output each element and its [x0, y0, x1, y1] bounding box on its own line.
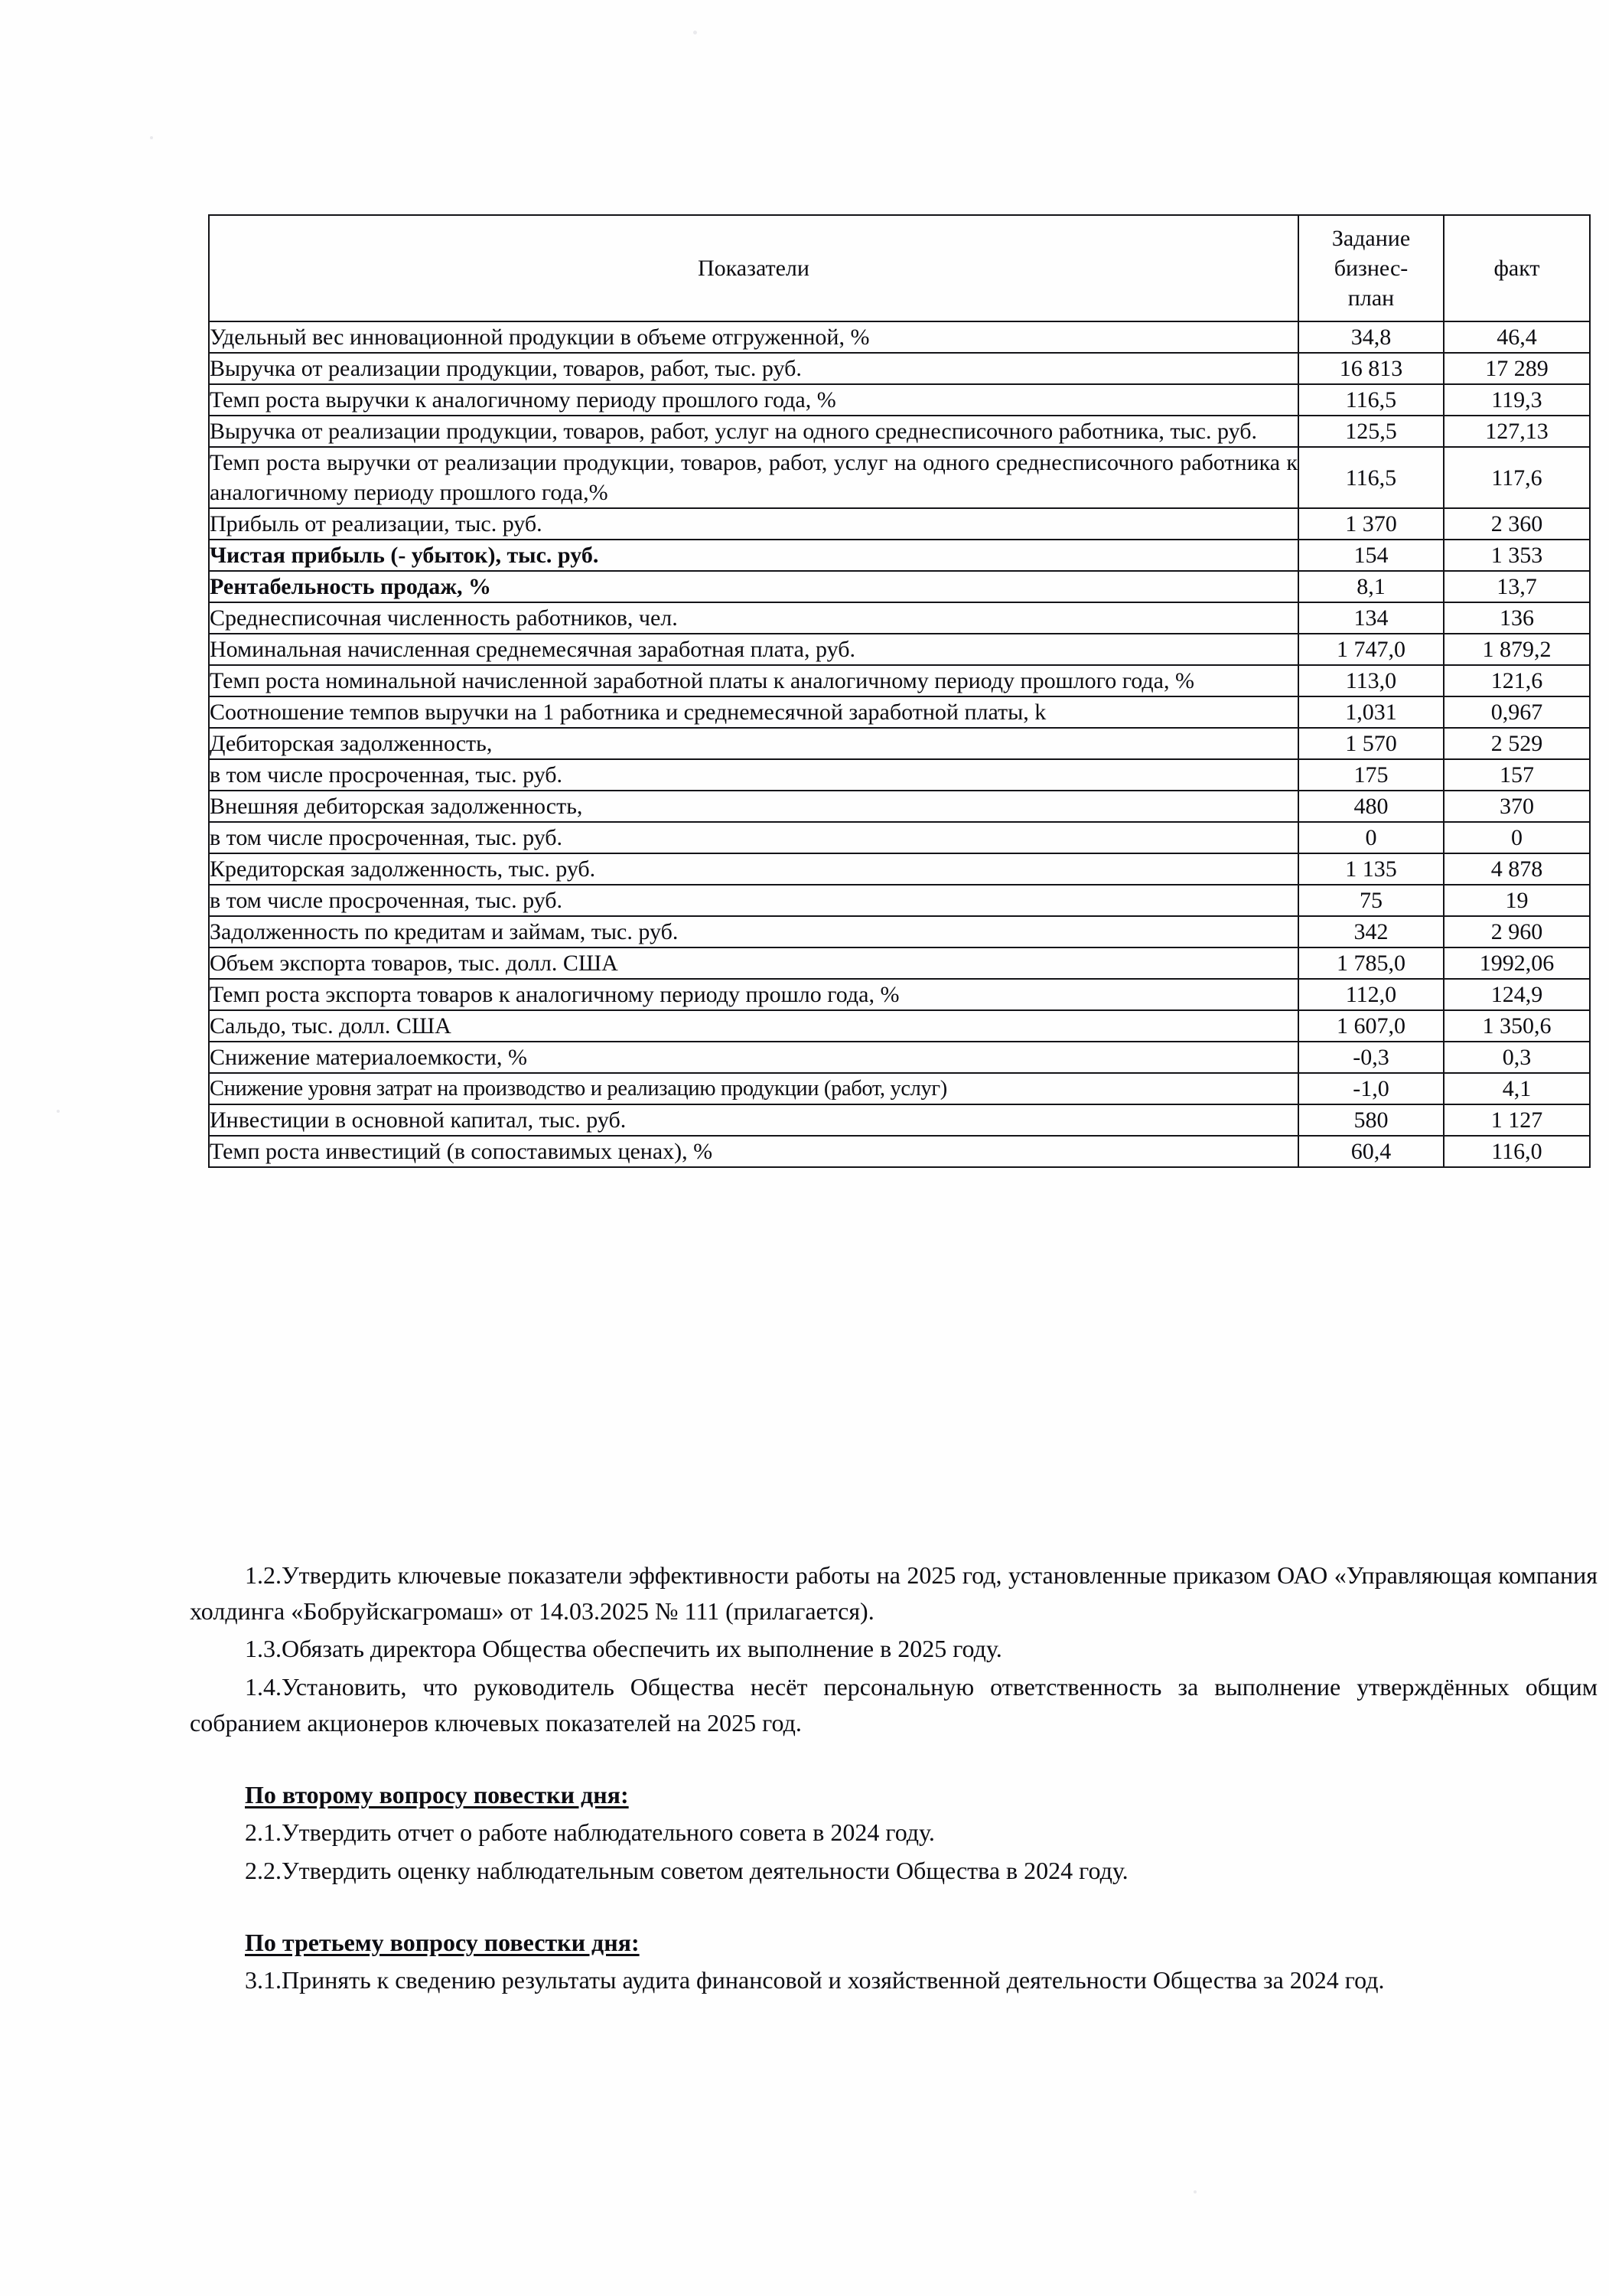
fact-value-cell: 0,3	[1444, 1042, 1590, 1073]
fact-value-cell: 2 360	[1444, 508, 1590, 540]
indicator-name-cell: в том числе просроченная, тыс. руб.	[209, 759, 1298, 791]
indicator-name-cell: Снижение уровня затрат на производство и реализацию продукции (работ, услуг)	[209, 1073, 1298, 1104]
heading-second-question-text: По второму вопросу повестки дня:	[245, 1780, 629, 1808]
table-row	[209, 665, 1590, 696]
kpi-table-body	[209, 321, 1590, 1167]
table-row	[209, 916, 1590, 947]
table-row	[209, 728, 1590, 759]
plan-value-cell: 16 813	[1298, 353, 1444, 384]
fact-value-cell: 17 289	[1444, 353, 1590, 384]
plan-value-cell: 34,8	[1298, 321, 1444, 353]
table-row	[209, 1010, 1590, 1042]
paragraph-3-1: 3.1.Принять к сведению результаты аудита финансовой и хозяйственной деятельности Общества за 2024 год.	[245, 1966, 1385, 1994]
indicator-name-cell: Внешняя дебиторская задолженность,	[209, 791, 1298, 822]
table-row	[209, 602, 1590, 634]
scan-speck	[57, 1110, 60, 1113]
fact-value-cell: 46,4	[1444, 321, 1590, 353]
plan-value-cell: 154	[1298, 540, 1444, 571]
plan-value-cell: 1 607,0	[1298, 1010, 1444, 1042]
fact-value-cell: 121,6	[1444, 665, 1590, 696]
table-row	[209, 571, 1590, 602]
table-row	[209, 1042, 1590, 1073]
plan-value-cell: 113,0	[1298, 665, 1444, 696]
plan-value-cell: 1,031	[1298, 696, 1444, 728]
heading-second-question	[190, 1777, 1598, 1813]
plan-value-cell: 1 135	[1298, 853, 1444, 885]
indicator-name-cell: Дебиторская задолженность,	[209, 728, 1298, 759]
table-row	[209, 822, 1590, 853]
indicator-name-cell: Темп роста выручки от реализации продукции, товаров, работ, услуг на одного среднесписочного работника к аналогичному периоду прошлого года,%	[209, 447, 1298, 508]
fact-value-cell: 4 878	[1444, 853, 1590, 885]
indicator-name-cell: Инвестиции в основной капитал, тыс. руб.	[209, 1104, 1298, 1136]
plan-header-line-3: план	[1347, 285, 1395, 311]
heading-third-question-text: По третьему вопросу повестки дня:	[245, 1928, 640, 1956]
fact-value-cell: 117,6	[1444, 447, 1590, 508]
table-row	[209, 947, 1590, 979]
table-header-row	[209, 215, 1590, 321]
table-row	[209, 384, 1590, 416]
column-header-plan	[1298, 215, 1444, 321]
table-row	[209, 508, 1590, 540]
paragraph-1-4: 1.4.Установить, что руководитель Общества несёт персональную ответственность за выполнение утверждённых общим собранием акционеров ключевых показателей на 2025 год.	[190, 1673, 1598, 1737]
table-row	[209, 416, 1590, 447]
plan-value-cell: 1 785,0	[1298, 947, 1444, 979]
fact-value-cell: 2 960	[1444, 916, 1590, 947]
table-row	[209, 885, 1590, 916]
plan-header-line-1: Задание	[1331, 226, 1411, 251]
table-row	[209, 1136, 1590, 1167]
paragraph-1-3: 1.3.Обязать директора Общества обеспечить их выполнение в 2025 году.	[245, 1635, 1002, 1663]
plan-value-cell: 1 570	[1298, 728, 1444, 759]
table-row	[209, 853, 1590, 885]
table-row	[209, 759, 1590, 791]
kpi-table-header	[209, 215, 1590, 321]
table-row	[209, 321, 1590, 353]
kpi-table	[208, 214, 1591, 1168]
fact-value-cell: 19	[1444, 885, 1590, 916]
indicator-name-cell: в том числе просроченная, тыс. руб.	[209, 885, 1298, 916]
indicator-name-cell: Выручка от реализации продукции, товаров, работ, услуг на одного среднесписочного работника, тыс. руб.	[209, 416, 1298, 447]
table-row	[209, 979, 1590, 1010]
indicator-name-cell: Темп роста выручки к аналогичному периоду прошлого года, %	[209, 384, 1298, 416]
table-row	[209, 791, 1590, 822]
fact-value-cell: 124,9	[1444, 979, 1590, 1010]
plan-value-cell: 60,4	[1298, 1136, 1444, 1167]
table-row	[209, 447, 1590, 508]
table-row	[209, 353, 1590, 384]
table-row	[209, 1073, 1590, 1104]
indicator-name-cell: Задолженность по кредитам и займам, тыс. руб.	[209, 916, 1298, 947]
plan-value-cell: -0,3	[1298, 1042, 1444, 1073]
plan-value-cell: -1,0	[1298, 1073, 1444, 1104]
indicator-name-cell: Рентабельность продаж, %	[209, 571, 1298, 602]
indicator-name-cell: Среднесписочная численность работников, чел.	[209, 602, 1298, 634]
fact-value-cell: 13,7	[1444, 571, 1590, 602]
plan-value-cell: 580	[1298, 1104, 1444, 1136]
indicator-name-cell: Снижение материалоемкости, %	[209, 1042, 1298, 1073]
indicator-name-cell: Сальдо, тыс. долл. США	[209, 1010, 1298, 1042]
table-row	[209, 1104, 1590, 1136]
column-header-indicator: Показатели	[209, 215, 1298, 321]
paragraph-1-2: 1.2.Утвердить ключевые показатели эффективности работы на 2025 год, установленные приказом ОАО «Управляющая компания холдинга «Бобруйскагромаш» от 14.03.2025 № 111 (прилагается).	[190, 1561, 1598, 1625]
fact-value-cell: 2 529	[1444, 728, 1590, 759]
fact-value-cell: 0,967	[1444, 696, 1590, 728]
plan-value-cell: 112,0	[1298, 979, 1444, 1010]
document-body	[190, 1557, 1598, 2001]
plan-value-cell: 8,1	[1298, 571, 1444, 602]
fact-value-cell: 1 353	[1444, 540, 1590, 571]
plan-value-cell: 480	[1298, 791, 1444, 822]
fact-value-cell: 157	[1444, 759, 1590, 791]
plan-value-cell: 134	[1298, 602, 1444, 634]
table-row	[209, 696, 1590, 728]
scan-speck	[693, 31, 697, 34]
indicator-name-cell: Номинальная начисленная среднемесячная заработная плата, руб.	[209, 634, 1298, 665]
fact-value-cell: 116,0	[1444, 1136, 1590, 1167]
indicator-name-cell: Прибыль от реализации, тыс. руб.	[209, 508, 1298, 540]
plan-value-cell: 0	[1298, 822, 1444, 853]
fact-value-cell: 1 879,2	[1444, 634, 1590, 665]
plan-value-cell: 1 747,0	[1298, 634, 1444, 665]
scan-speck	[1194, 2190, 1197, 2193]
kpi-table-container	[208, 214, 1589, 1168]
indicator-name-cell: Удельный вес инновационной продукции в объеме отгруженной, %	[209, 321, 1298, 353]
paragraph-2-2: 2.2.Утвердить оценку наблюдательным советом деятельности Общества в 2024 году.	[245, 1857, 1129, 1885]
spacer	[190, 1891, 1598, 1925]
fact-value-cell: 0	[1444, 822, 1590, 853]
fact-value-cell: 136	[1444, 602, 1590, 634]
plan-value-cell: 125,5	[1298, 416, 1444, 447]
indicator-name-cell: Объем экспорта товаров, тыс. долл. США	[209, 947, 1298, 979]
plan-value-cell: 175	[1298, 759, 1444, 791]
column-header-fact: факт	[1444, 215, 1590, 321]
fact-value-cell: 370	[1444, 791, 1590, 822]
table-row	[209, 540, 1590, 571]
plan-value-cell: 116,5	[1298, 384, 1444, 416]
indicator-name-cell: Кредиторская задолженность, тыс. руб.	[209, 853, 1298, 885]
spacer	[190, 1743, 1598, 1777]
fact-value-cell: 119,3	[1444, 384, 1590, 416]
indicator-name-cell: Выручка от реализации продукции, товаров, работ, тыс. руб.	[209, 353, 1298, 384]
fact-value-cell: 127,13	[1444, 416, 1590, 447]
indicator-name-cell: Темп роста экспорта товаров к аналогичному периоду прошло года, %	[209, 979, 1298, 1010]
indicator-name-cell: в том числе просроченная, тыс. руб.	[209, 822, 1298, 853]
indicator-name-cell: Соотношение темпов выручки на 1 работника и среднемесячной заработной платы, k	[209, 696, 1298, 728]
indicator-name-cell: Темп роста инвестиций (в сопоставимых ценах), %	[209, 1136, 1298, 1167]
indicator-name-cell: Темп роста номинальной начисленной заработной платы к аналогичному периоду прошлого года, %	[209, 665, 1298, 696]
plan-value-cell: 116,5	[1298, 447, 1444, 508]
fact-value-cell: 1 127	[1444, 1104, 1590, 1136]
fact-value-cell: 1992,06	[1444, 947, 1590, 979]
indicator-name-cell: Чистая прибыль (- убыток), тыс. руб.	[209, 540, 1298, 571]
heading-third-question	[190, 1925, 1598, 1961]
scan-speck	[150, 136, 153, 139]
paragraph-2-1: 2.1.Утвердить отчет о работе наблюдательного совета в 2024 году.	[245, 1818, 935, 1847]
fact-value-cell: 4,1	[1444, 1073, 1590, 1104]
fact-value-cell: 1 350,6	[1444, 1010, 1590, 1042]
plan-value-cell: 342	[1298, 916, 1444, 947]
plan-header-line-2: бизнес-	[1334, 256, 1409, 281]
plan-value-cell: 75	[1298, 885, 1444, 916]
table-row	[209, 634, 1590, 665]
plan-value-cell: 1 370	[1298, 508, 1444, 540]
